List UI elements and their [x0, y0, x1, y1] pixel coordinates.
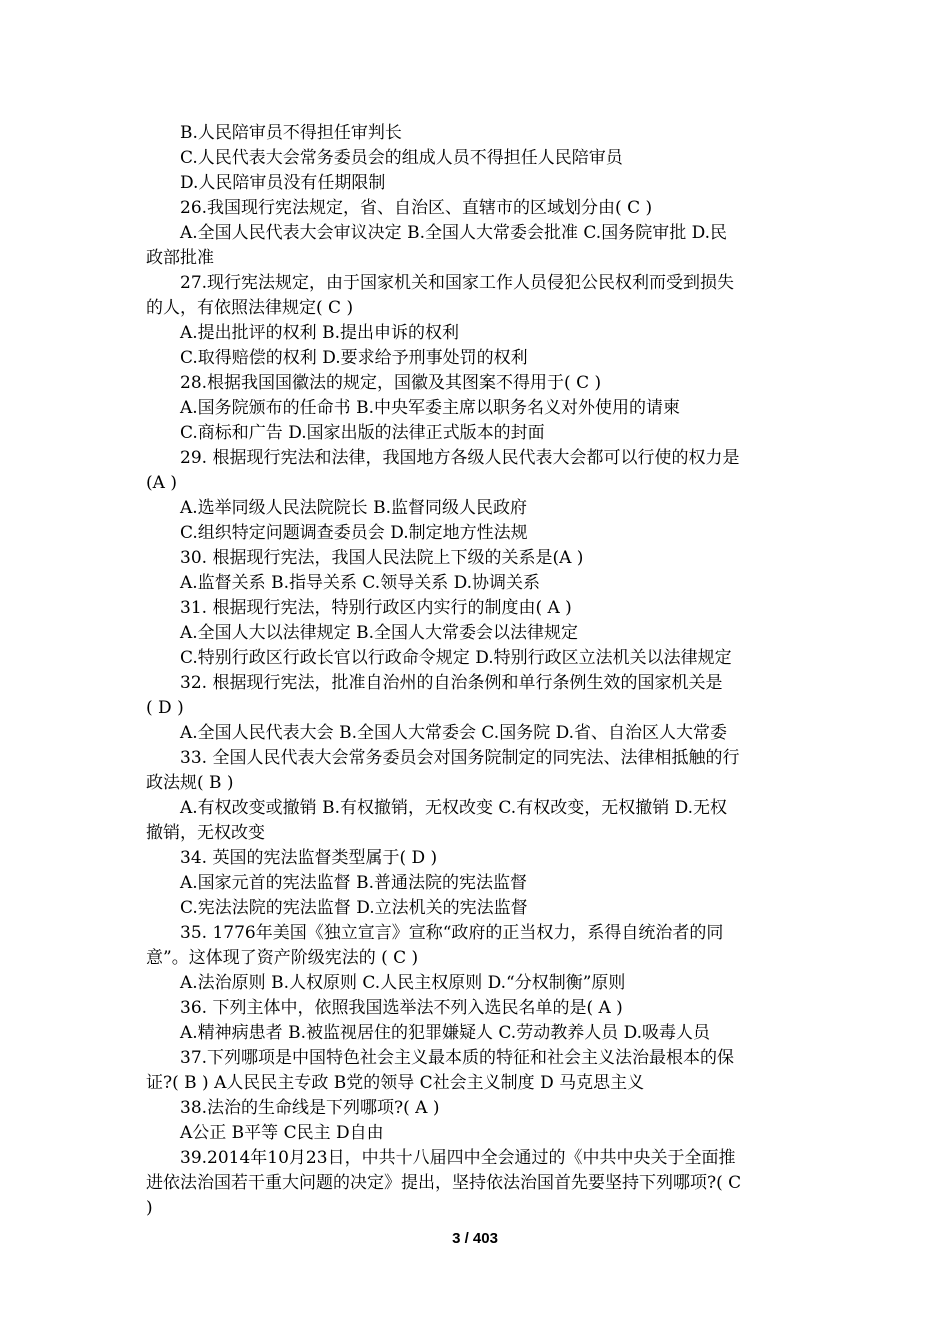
text-line: 31. 根据现行宪法，特别行政区内实行的制度由( A )	[180, 598, 572, 618]
text-line: 进依法治国若干重大问题的决定》提出，坚持依法治国首先要坚持下列哪项?( C	[146, 1173, 742, 1193]
text-line: 36. 下列主体中，依照我国选举法不列入选民名单的是( A )	[180, 998, 623, 1018]
text-line: 证?( B ) A人民民主专政 B党的领导 C社会主义制度 D 马克思主义	[146, 1073, 645, 1093]
text-line: A.监督关系 B.指导关系 C.领导关系 D.协调关系	[180, 573, 541, 593]
text-line: 意”。这体现了资产阶级宪法的 ( C )	[146, 948, 419, 968]
text-line: 28.根据我国国徽法的规定，国徽及其图案不得用于( C )	[180, 373, 602, 393]
text-line: 政部批准	[146, 248, 214, 268]
text-line: A.全国人民代表大会审议决定 B.全国人大常委会批准 C.国务院审批 D.民	[180, 223, 728, 243]
text-line: 政法规( B )	[146, 773, 234, 793]
text-line: ( D )	[146, 698, 184, 718]
text-line: B.人民陪审员不得担任审判长	[180, 123, 402, 143]
text-line: D.人民陪审员没有任期限制	[180, 173, 386, 193]
text-line: C.人民代表大会常务委员会的组成人员不得担任人民陪审员	[180, 148, 623, 168]
text-line: C.商标和广告 D.国家出版的法律正式版本的封面	[180, 423, 545, 443]
text-line: 37.下列哪项是中国特色社会主义最本质的特征和社会主义法治最根本的保	[180, 1048, 735, 1068]
text-line: A.精神病患者 B.被监视居住的犯罪嫌疑人 C.劳动教养人员 D.吸毒人员	[180, 1023, 711, 1043]
text-line: 的人，有依照法律规定( C )	[146, 298, 354, 318]
text-line: 35. 1776年美国《独立宣言》宣称“政府的正当权力，系得自统治者的同	[180, 923, 724, 943]
text-line: A.提出批评的权利 B.提出申诉的权利	[180, 323, 459, 343]
text-line: 30. 根据现行宪法，我国人民法院上下级的关系是(A )	[180, 548, 584, 568]
text-line: A.选举同级人民法院院长 B.监督同级人民政府	[180, 498, 527, 518]
text-line: 32. 根据现行宪法，批准自治州的自治条例和单行条例生效的国家机关是	[180, 673, 723, 693]
text-line: A.全国人大以法律规定 B.全国人大常委会以法律规定	[180, 623, 578, 643]
text-line: 34. 英国的宪法监督类型属于( D )	[180, 848, 438, 868]
text-line: A.有权改变或撤销 B.有权撤销，无权改变 C.有权改变，无权撤销 D.无权	[180, 798, 728, 818]
page-content	[146, 121, 808, 1221]
text-line: 撤销，无权改变	[146, 823, 265, 843]
text-line: 33. 全国人民代表大会常务委员会对国务院制定的同宪法、法律相抵触的行	[180, 748, 740, 768]
text-line: 38.法治的生命线是下列哪项?( A )	[180, 1098, 440, 1118]
text-line: 39.2014年10月23日，中共十八届四中全会通过的《中共中央关于全面推	[180, 1148, 736, 1168]
text-line: C.宪法法院的宪法监督 D.立法机关的宪法监督	[180, 898, 528, 918]
text-line: C.组织特定问题调查委员会 D.制定地方性法规	[180, 523, 528, 543]
text-line: C.取得赔偿的权利 D.要求给予刑事处罚的权利	[180, 348, 528, 368]
text-line: A.国务院颁布的任命书 B.中央军委主席以职务名义对外使用的请柬	[180, 398, 680, 418]
text-line: A.全国人民代表大会 B.全国人大常委会 C.国务院 D.省、自治区人大常委	[180, 723, 728, 743]
text-line: 26.我国现行宪法规定，省、自治区、直辖市的区域划分由( C )	[180, 198, 653, 218]
text-line: )	[146, 1198, 153, 1218]
text-line: (A )	[146, 473, 177, 493]
text-line: 29. 根据现行宪法和法律，我国地方各级人民代表大会都可以行使的权力是	[180, 448, 740, 468]
text-line: A.法治原则 B.人权原则 C.人民主权原则 D.“分权制衡”原则	[180, 973, 626, 993]
text-line: 27.现行宪法规定，由于国家机关和国家工作人员侵犯公民权利而受到损失	[180, 273, 735, 293]
page-number: 3 / 403	[452, 1230, 498, 1247]
text-line: C.特别行政区行政长官以行政命令规定 D.特别行政区立法机关以法律规定	[180, 648, 732, 668]
text-line: A公正 B平等 C民主 D自由	[180, 1123, 384, 1143]
text-line: A.国家元首的宪法监督 B.普通法院的宪法监督	[180, 873, 527, 893]
